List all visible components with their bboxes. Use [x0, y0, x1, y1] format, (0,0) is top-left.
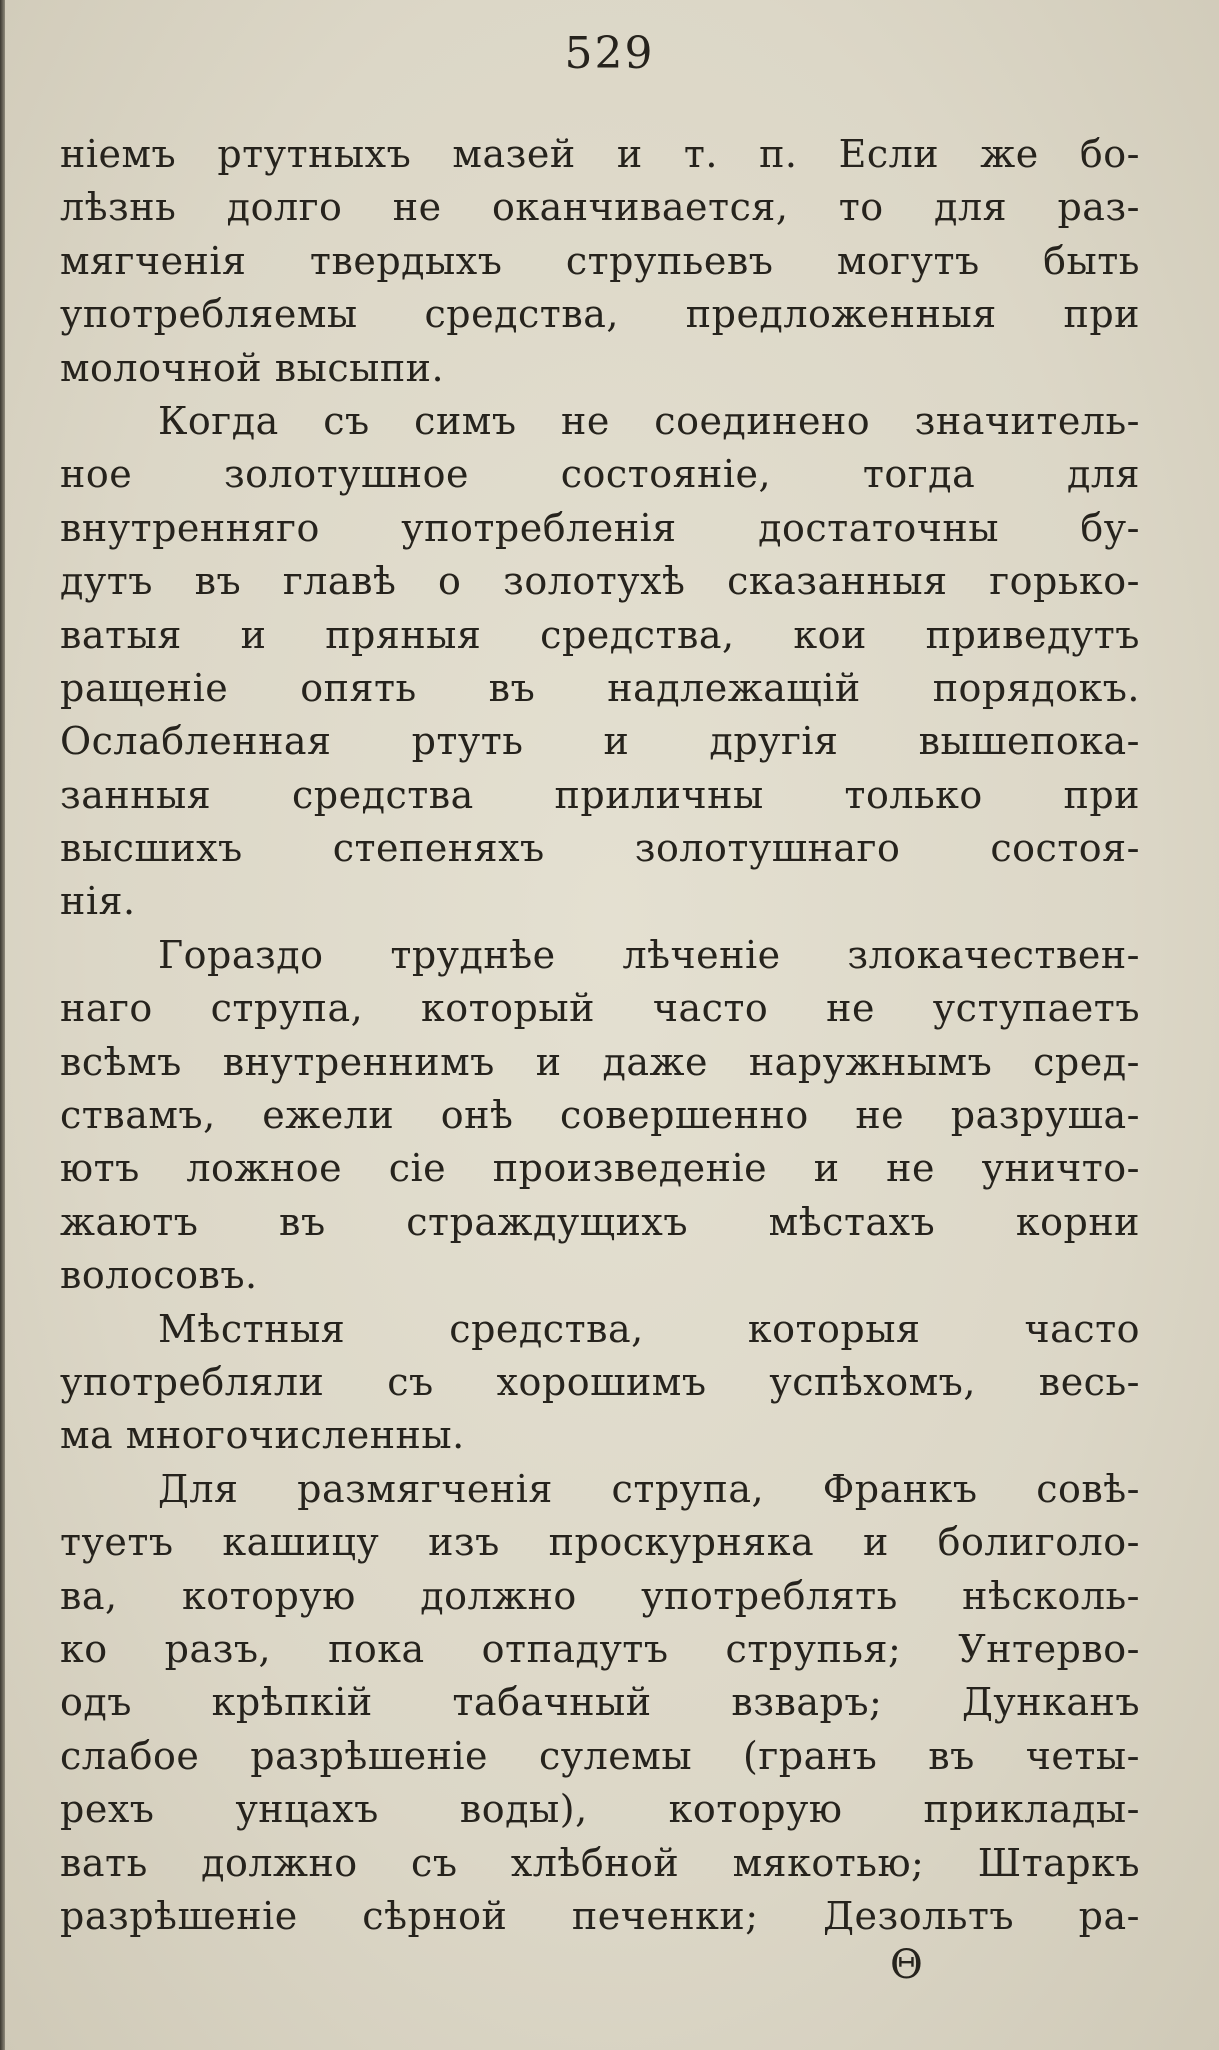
page-number: 529: [564, 28, 655, 79]
page-binding-edge: [0, 0, 5, 2050]
text-line: Для размягченiя струпа, Франкъ совѣ-: [158, 1466, 1140, 1511]
text-line: слабое разрѣшенiе сулемы (гранъ въ четы-: [60, 1733, 1140, 1778]
text-line: Гораздо труднѣе лѣченiе злокачествен-: [158, 932, 1140, 977]
text-line: ное золотушное состоянiе, тогда для: [60, 452, 1140, 497]
text-line: рехъ унцахъ воды), которую приклады-: [60, 1787, 1140, 1832]
body-text: [60, 128, 1140, 1943]
text-line: ращенiе опять въ надлежащiй порядокъ.: [60, 665, 1140, 710]
text-line: вать должно съ хлѣбной мякотью; Штаркъ: [60, 1840, 1140, 1885]
text-line: употребляли съ хорошимъ успѣхомъ, весь-: [60, 1359, 1140, 1404]
signature-mark: Θ: [890, 1942, 923, 1988]
text-line: туетъ кашицу изъ проскурняка и болиголо-: [60, 1520, 1140, 1565]
text-line: ко разъ, пока отпадутъ струпья; Унтерво-: [60, 1626, 1140, 1671]
text-line: всѣмъ внутреннимъ и даже наружнымъ сред-: [60, 1039, 1140, 1084]
text-line: разрѣшенiе сѣрной печенки; Дезольтъ ра-: [60, 1893, 1140, 1938]
text-line: высшихъ степеняхъ золотушнаго состоя-: [60, 826, 1140, 871]
text-line: лѣзнь долго не оканчивается, то для раз-: [60, 185, 1140, 230]
text-line: дутъ въ главѣ о золотухѣ сказанныя горько-: [60, 559, 1140, 604]
text-line: внутренняго употребленiя достаточны бу-: [60, 505, 1140, 550]
text-line: жаютъ въ страждущихъ мѣстахъ корни: [60, 1199, 1140, 1244]
text-line: Ослабленная ртуть и другiя вышепока-: [60, 719, 1140, 764]
text-line: мягченiя твердыхъ струпьевъ могутъ быть: [60, 238, 1140, 283]
text-line: наго струпа, который часто не уступаетъ: [60, 986, 1140, 1031]
text-line: ватыя и пряныя средства, кои приведутъ: [60, 612, 1140, 657]
text-line: ма многочисленны.: [60, 1413, 465, 1458]
text-line: одъ крѣпкiй табачный взваръ; Дунканъ: [60, 1680, 1140, 1725]
text-line: употребляемы средства, предложенныя при: [60, 292, 1140, 337]
text-line: ва, которую должно употреблять нѣсколь-: [60, 1573, 1140, 1618]
text-line: волосовъ.: [60, 1253, 258, 1298]
text-line: Мѣстныя средства, которыя часто: [158, 1306, 1140, 1351]
text-line: занныя средства приличны только при: [60, 772, 1140, 817]
text-line: нiемъ ртутныхъ мазей и т. п. Если же бо-: [60, 132, 1140, 176]
text-line: Когда съ симъ не соединено значитель-: [158, 398, 1140, 443]
text-line: молочной высыпи.: [60, 345, 445, 390]
text-line: ствамъ, ежели онѣ совершенно не разруша-: [60, 1093, 1140, 1138]
text-line: нiя.: [60, 879, 136, 924]
text-line: ютъ ложное сiе произведенiе и не уничто-: [60, 1146, 1140, 1191]
